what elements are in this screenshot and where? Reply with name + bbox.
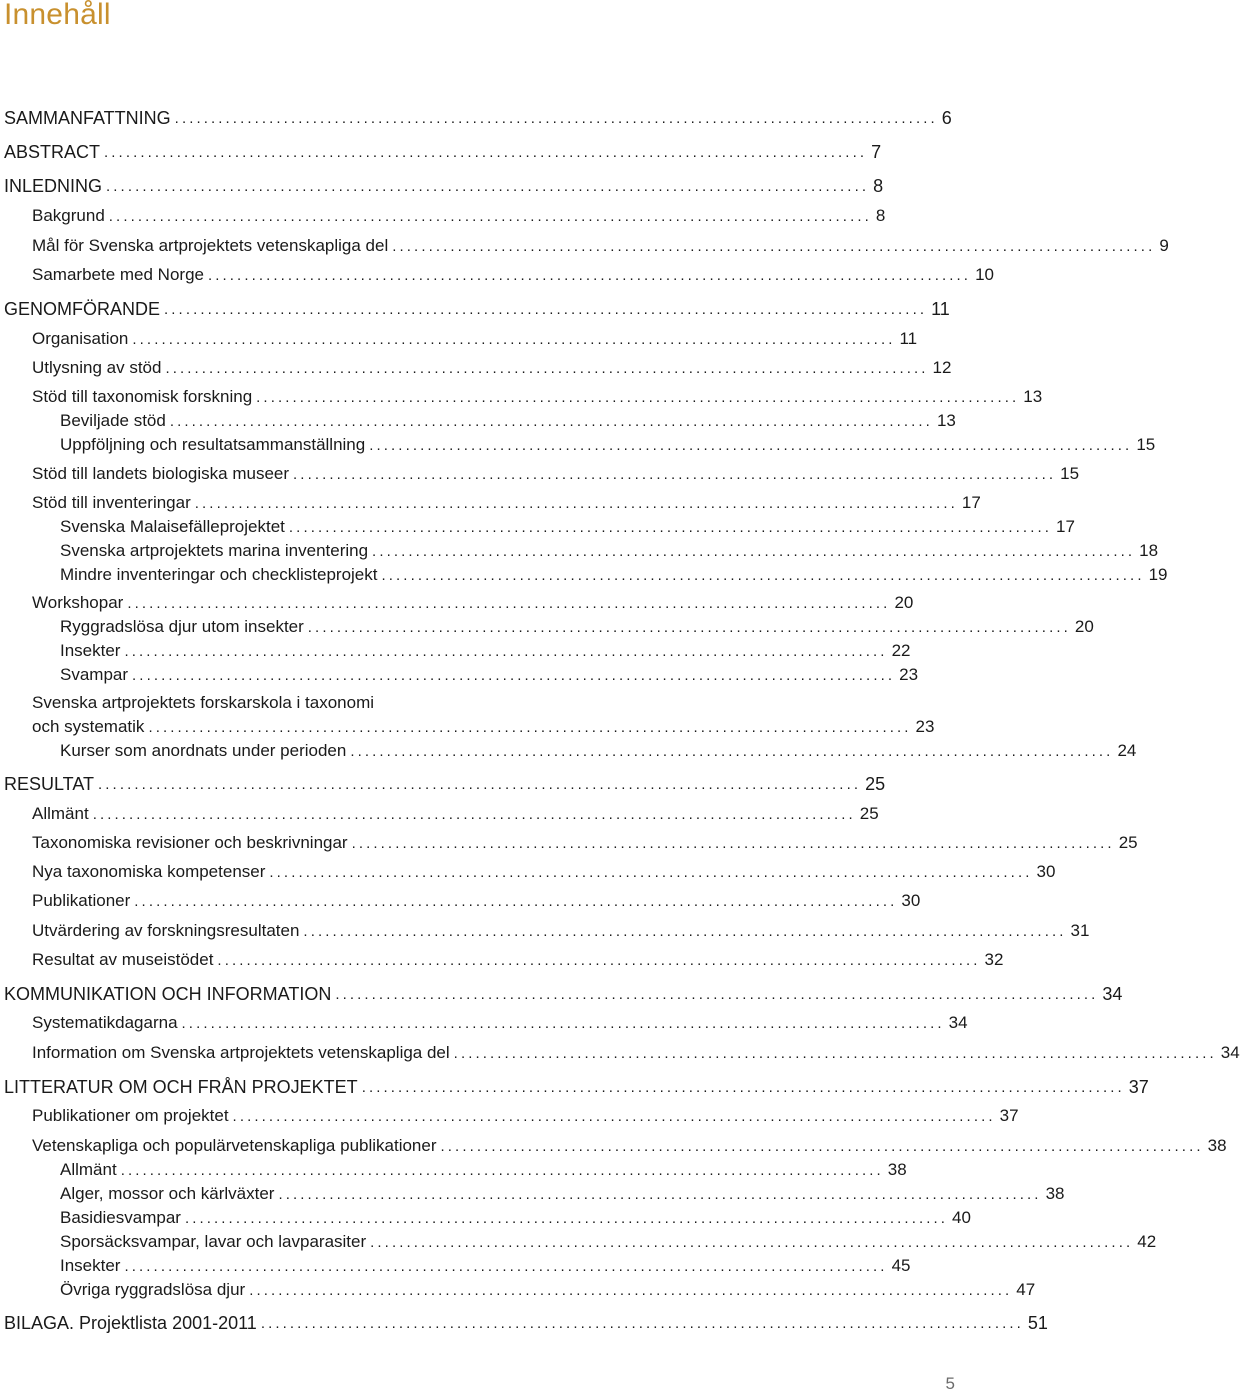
toc-entry-page: 32 [984, 950, 1004, 969]
toc-entry-page: 13 [936, 411, 956, 430]
toc-dot-leader: ......................................................................................................... [108, 208, 872, 225]
toc-entry-label: Publikationer om projektet [32, 1106, 229, 1125]
toc-entry-page: 37 [999, 1106, 1019, 1125]
toc-dot-leader: ......................................................................................................... [134, 893, 898, 910]
toc-entry-label: Resultat av museistödet [32, 950, 214, 969]
toc-entry [60, 407, 956, 431]
toc-entry-page: 8 [873, 176, 884, 196]
toc-entry-label: Stöd till inventeringar [32, 493, 191, 512]
toc-dot-leader: ......................................................................................................... [181, 1015, 945, 1032]
toc-dot-leader: ......................................................................................................... [132, 667, 896, 684]
toc-entry [60, 613, 1094, 637]
toc-entry-page: 6 [941, 108, 952, 128]
toc-dot-leader: ......................................................................................................... [370, 1234, 1134, 1251]
toc-entry-label: Ryggradslösa djur utom insekter [60, 617, 304, 636]
toc-entry-label: Övriga ryggradslösa djur [60, 1280, 246, 1299]
toc-entry-label: ABSTRACT [4, 142, 101, 162]
toc-entry [32, 858, 1056, 882]
toc-entry-label: SAMMANFATTNING [4, 108, 171, 128]
toc-entry-page: 38 [887, 1160, 907, 1179]
toc-entry [60, 1252, 911, 1276]
toc-entry-page: 9 [1159, 236, 1169, 255]
toc-dot-leader: ......................................................................................................... [124, 643, 888, 660]
toc-entry [60, 661, 919, 685]
toc-entry-page: 11 [931, 299, 950, 319]
toc-entry [4, 980, 1123, 1004]
toc-entry-label: LITTERATUR OM OCH FRÅN PROJEKTET [4, 1077, 358, 1097]
toc-dot-leader: ......................................................................................................... [194, 495, 958, 512]
toc-entry-label: Samarbete med Norge [32, 265, 204, 284]
toc-entry-label: Svenska artprojektets forskarskola i taxonomi [32, 693, 375, 712]
toc-entry-label: Organisation [32, 329, 129, 348]
toc-entry [60, 1276, 1036, 1300]
toc-entry [60, 1228, 1157, 1252]
toc-dot-leader: ......................................................................................................... [293, 466, 1057, 483]
toc-entry-label: Bakgrund [32, 206, 105, 225]
toc-entry-page: 25 [1118, 833, 1138, 852]
toc-dot-leader: ......................................................................................................... [232, 1108, 996, 1125]
toc-entry-label: Taxonomiska revisioner och beskrivningar [32, 833, 348, 852]
toc-entry [32, 383, 1043, 407]
toc-entry-page: 34 [1102, 984, 1123, 1004]
toc-entry-label: Sporsäcksvampar, lavar och lavparasiter [60, 1232, 367, 1251]
toc-entry [32, 946, 1004, 970]
toc-dot-leader: ......................................................................................................... [350, 743, 1114, 760]
toc-entry-label: Publikationer [32, 891, 131, 910]
toc-entry [32, 1009, 968, 1033]
toc-entry-page: 18 [1139, 541, 1159, 560]
toc-dot-leader: ......................................................................................................... [164, 301, 928, 318]
toc-entry-page: 24 [1117, 741, 1137, 760]
toc-entry [32, 689, 545, 713]
toc-entry [4, 1073, 1149, 1097]
toc-entry-page: 30 [1036, 862, 1056, 881]
toc-entry-page: 30 [901, 891, 921, 910]
toc-entry-page: 38 [1207, 1136, 1227, 1155]
toc-dot-leader: ......................................................................................................... [120, 1162, 884, 1179]
toc-entry-page: 45 [891, 1256, 911, 1275]
toc-entry-label: Nya taxonomiska kompetenser [32, 862, 266, 881]
toc-dot-leader: ......................................................................................................... [165, 360, 929, 377]
toc-dot-leader: ......................................................................................................... [174, 110, 938, 127]
toc-entry-label: Utvärdering av forskningsresultaten [32, 921, 300, 940]
toc-entry-page: 47 [1016, 1280, 1036, 1299]
toc-entry [4, 1309, 1048, 1333]
toc-entry-page: 17 [961, 493, 981, 512]
toc-dot-leader: ......................................................................................................... [256, 389, 1020, 406]
toc-dot-leader: ......................................................................................................... [169, 413, 933, 430]
toc-entry [4, 770, 886, 794]
toc-entry-label: Stöd till taxonomisk forskning [32, 387, 253, 406]
toc-entry-label: Mål för Svenska artprojektets vetenskapliga del [32, 236, 389, 255]
toc-entry-page: 15 [1136, 435, 1156, 454]
toc-entry [32, 202, 886, 226]
toc-entry-label: Allmänt [60, 1160, 117, 1179]
toc-entry [32, 800, 879, 824]
toc-entry [32, 354, 952, 378]
toc-entry [4, 295, 950, 319]
toc-entry-page: 12 [932, 358, 952, 377]
toc-entry [32, 829, 1138, 853]
toc-entry-page: 34 [1220, 1043, 1240, 1062]
toc-entry-page: 7 [871, 142, 882, 162]
toc-dot-leader: ......................................................................................................... [127, 595, 891, 612]
toc-entry-label: Svampar [60, 665, 129, 684]
toc-entry-page: 23 [915, 717, 935, 736]
toc-dot-leader: ......................................................................................................... [104, 144, 868, 161]
toc-dot-leader: ......................................................................................................... [249, 1282, 1013, 1299]
toc-entry [60, 431, 1156, 455]
toc-entry-label: Svenska Malaisefälleprojektet [60, 517, 285, 536]
toc-dot-leader: ......................................................................................................... [453, 1045, 1217, 1062]
toc-entry-page: 38 [1045, 1184, 1065, 1203]
toc-dot-leader: ......................................................................................................... [184, 1210, 949, 1227]
toc-dot-leader: ......................................................................................................... [381, 567, 1145, 584]
toc-entry [60, 1180, 1065, 1204]
toc-entry-page: 25 [859, 804, 879, 823]
toc-entry [32, 325, 918, 349]
toc-entry-page: 20 [894, 593, 914, 612]
toc-dot-leader: ......................................................................................................... [440, 1138, 1204, 1155]
toc-entry-page: 22 [891, 641, 911, 660]
toc-entry-label: Mindre inventeringar och checklisteprojekt [60, 565, 378, 584]
toc-entry-page: 15 [1060, 464, 1080, 483]
toc-dot-leader: ......................................................................................................... [392, 238, 1156, 255]
toc-entry-page: 13 [1023, 387, 1043, 406]
toc-entry-page: 11 [899, 329, 918, 348]
toc-entry-label: Allmänt [32, 804, 89, 823]
toc-entry-label: Workshopar [32, 593, 124, 612]
toc-entry [4, 172, 884, 196]
toc-dot-leader: ......................................................................................................... [351, 835, 1115, 852]
toc-entry-label: Information om Svenska artprojektets vetenskapliga del [32, 1043, 450, 1062]
toc-entry-page: 20 [1074, 617, 1094, 636]
toc-entry-label: Insekter [60, 1256, 121, 1275]
toc-entry-label: Utlysning av stöd [32, 358, 162, 377]
toc-entry [60, 1204, 971, 1228]
toc-entry-label: Svenska artprojektets marina inventering [60, 541, 369, 560]
toc-dot-leader: ......................................................................................................... [278, 1186, 1042, 1203]
toc-entry-page: 17 [1056, 517, 1075, 536]
toc-entry [32, 232, 1169, 256]
toc-dot-leader: ......................................................................................................... [372, 543, 1136, 560]
toc-dot-leader: ......................................................................................................... [92, 806, 856, 823]
toc-entry [60, 737, 1137, 761]
toc-entry-label: GENOMFÖRANDE [4, 299, 161, 319]
toc-entry-page: 40 [952, 1208, 971, 1227]
toc-entry [60, 1156, 907, 1180]
toc-dot-leader: ......................................................................................................... [269, 864, 1033, 881]
toc-entry-label: Insekter [60, 641, 121, 660]
toc-entry-label: Kurser som anordnats under perioden [60, 741, 347, 760]
toc-entry-label: KOMMUNIKATION OCH INFORMATION [4, 984, 332, 1004]
toc-entry-label: Alger, mossor och kärlväxter [60, 1184, 275, 1203]
toc-entry-page: 23 [899, 665, 919, 684]
toc-entry-label: Vetenskapliga och populärvetenskapliga publikationer [32, 1136, 437, 1155]
toc-entry-label: RESULTAT [4, 774, 95, 794]
toc-entry-page: 42 [1137, 1232, 1157, 1251]
toc-entry-label: Stöd till landets biologiska museer [32, 464, 290, 483]
toc-dot-leader: ......................................................................................................... [124, 1258, 888, 1275]
toc-entry [4, 138, 882, 162]
toc-entry [32, 589, 914, 613]
toc-dot-leader: ......................................................................................................... [303, 923, 1067, 940]
toc-entry-label: BILAGA. Projektlista 2001-2011 [4, 1313, 257, 1333]
toc-entry [32, 1039, 1240, 1063]
toc-entry [32, 887, 921, 911]
toc-entry-page: 37 [1128, 1077, 1149, 1097]
toc-entry [32, 460, 1080, 484]
toc-entry-label: Systematikdagarna [32, 1013, 178, 1032]
toc-entry-label: och systematik [32, 717, 145, 736]
toc-entry-page: 25 [865, 774, 886, 794]
toc-entry [60, 637, 911, 661]
toc-dot-leader: ......................................................................................................... [98, 776, 862, 793]
toc-entry-label: Basidiesvampar [60, 1208, 181, 1227]
toc-entry [32, 489, 981, 513]
toc-entry [32, 917, 1090, 941]
toc-entry-label: INLEDNING [4, 176, 103, 196]
toc-entry [32, 1132, 1227, 1156]
toc-dot-leader: ......................................................................................................... [148, 719, 912, 736]
toc-entry-page: 34 [948, 1013, 968, 1032]
toc-dot-leader: ......................................................................................................... [361, 1079, 1125, 1096]
toc-entry [32, 1102, 1019, 1126]
toc-entry-label: Uppföljning och resultatsammanställning [60, 435, 366, 454]
toc-entry-page: 10 [975, 265, 994, 284]
toc-dot-leader: ......................................................................................................... [288, 519, 1052, 536]
page-number: 5 [945, 1374, 955, 1393]
toc-entry-label: Beviljade stöd [60, 411, 166, 430]
toc-dot-leader: ......................................................................................................... [369, 437, 1133, 454]
toc-entry [60, 561, 1168, 585]
toc-entry-page: 31 [1070, 921, 1090, 940]
toc-entry-page: 8 [875, 206, 886, 225]
toc-entry [32, 261, 994, 285]
toc-dot-leader: ......................................................................................................... [260, 1315, 1024, 1332]
toc-dot-leader: ......................................................................................................... [132, 331, 896, 348]
toc-dot-leader: ......................................................................................................... [207, 267, 972, 284]
toc-dot-leader: ......................................................................................................... [106, 178, 870, 195]
toc-entry [32, 713, 935, 737]
toc-entry [4, 104, 952, 128]
toc-entry [60, 513, 1075, 537]
toc-dot-leader: ......................................................................................................... [307, 619, 1071, 636]
toc-entry-page: 19 [1148, 565, 1168, 584]
toc-entry-page: 51 [1027, 1313, 1048, 1333]
page-title: Innehåll [4, 0, 111, 31]
toc-dot-leader: ......................................................................................................... [335, 986, 1099, 1003]
toc-entry [60, 537, 1159, 561]
toc-dot-leader: ......................................................................................................... [217, 952, 981, 969]
